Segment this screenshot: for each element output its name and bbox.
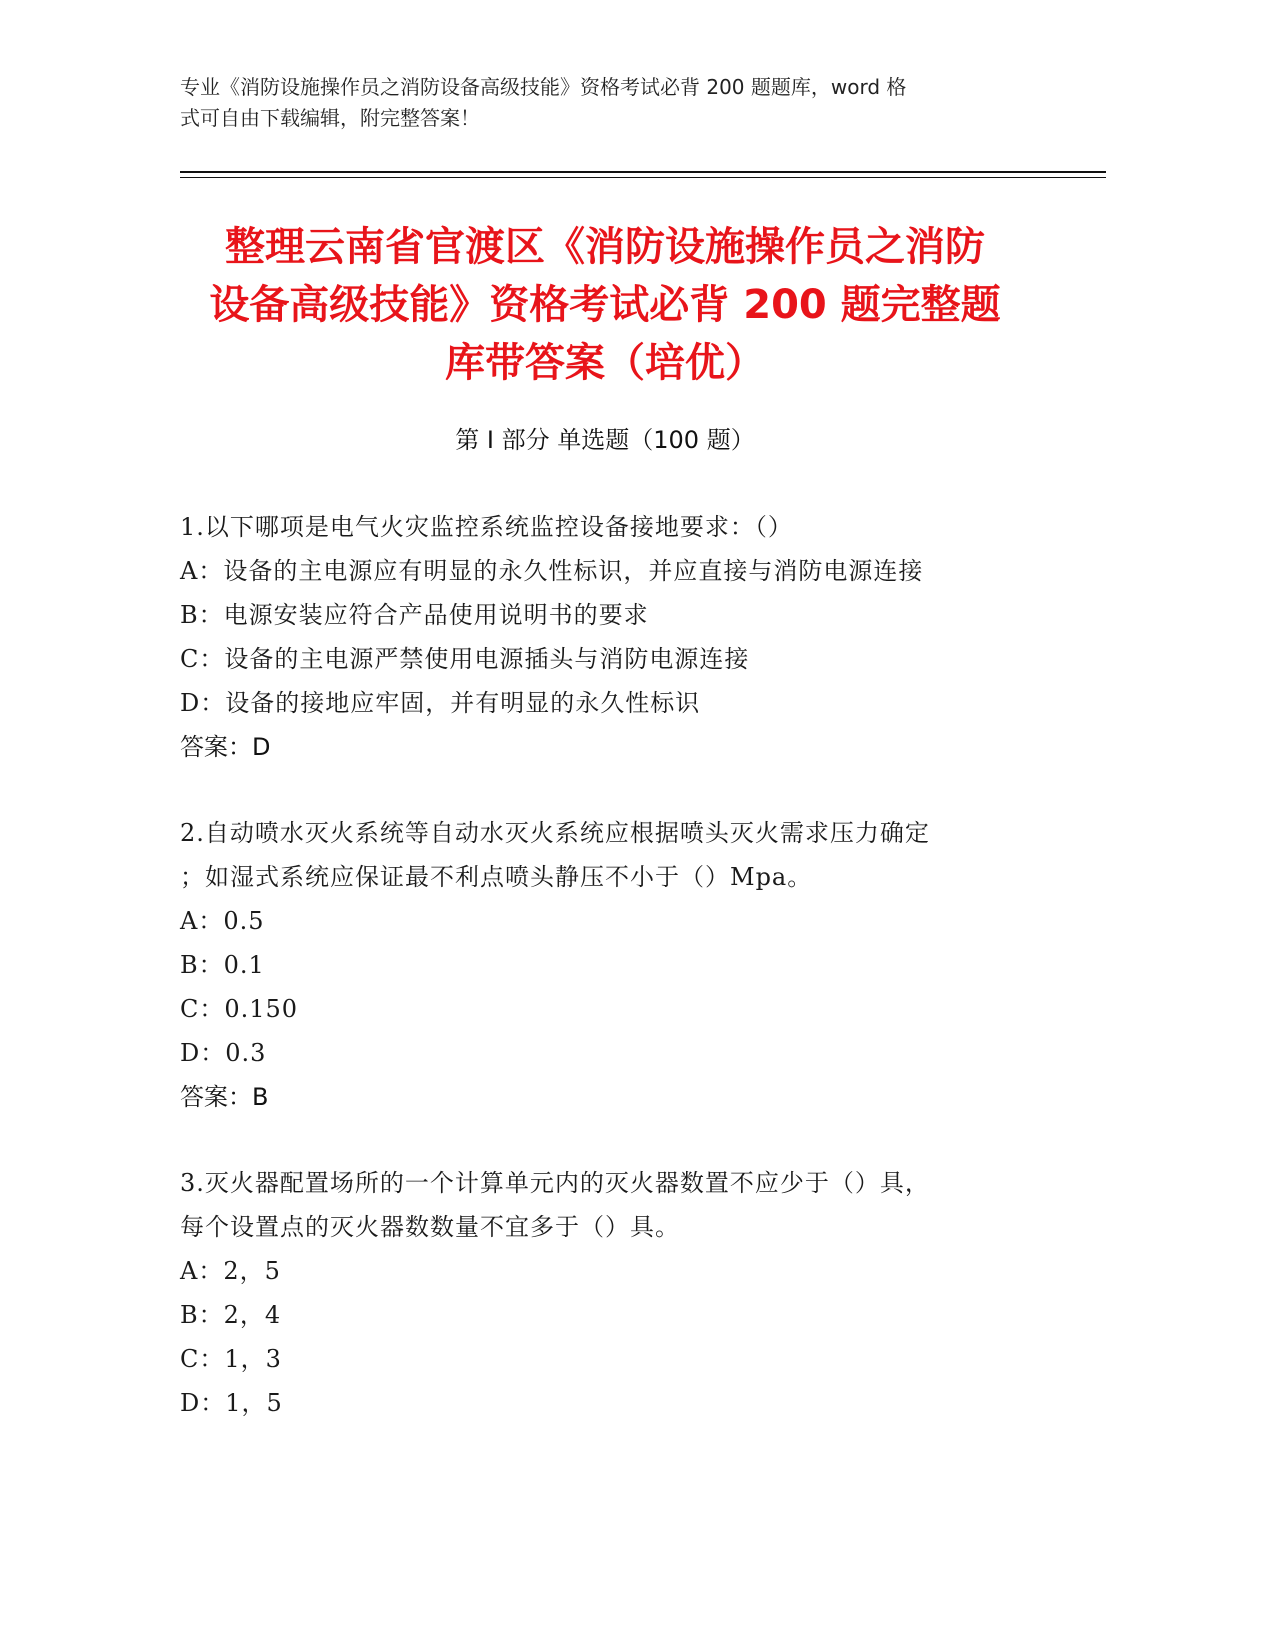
option-d: D：0.3 xyxy=(180,1039,267,1067)
question-item xyxy=(180,1161,1020,1425)
option-b: B：电源安装应符合产品使用说明书的要求 xyxy=(180,601,649,629)
option-a: A：0.5 xyxy=(180,907,265,935)
header-note xyxy=(180,72,1040,134)
header-note-line-1: 专业《消防设施操作员之消防设备高级技能》资格考试必背 200 题题库，word 格 xyxy=(180,75,907,99)
question-list xyxy=(180,505,1020,1467)
option-c: C：1，3 xyxy=(180,1345,282,1373)
document-title-line-2: 设备高级技能》资格考试必背 200 题完整题 xyxy=(209,282,1001,328)
question-stem-continued: 每个设置点的灭火器数数量不宜多于（）具。 xyxy=(180,1213,680,1241)
option-d: D：设备的接地应牢固，并有明显的永久性标识 xyxy=(180,689,701,717)
option-d: D：1，5 xyxy=(180,1389,283,1417)
header-note-line-2: 式可自由下载编辑，附完整答案！ xyxy=(180,106,480,130)
document-title-line-1: 整理云南省官渡区《消防设施操作员之消防 xyxy=(225,224,985,270)
answer-label: 答案：D xyxy=(180,733,271,761)
question-stem: 2.自动喷水灭火系统等自动水灭火系统应根据喷头灭火需求压力确定 xyxy=(180,819,930,847)
question-stem: 3.灭火器配置场所的一个计算单元内的灭火器数置不应少于（）具， xyxy=(180,1169,930,1197)
header-divider-thin xyxy=(180,177,1106,178)
document-title-line-3: 库带答案（培优） xyxy=(445,340,765,386)
question-item xyxy=(180,505,1020,769)
header-divider-thick xyxy=(180,171,1106,173)
option-b: B：2，4 xyxy=(180,1301,282,1329)
document-title xyxy=(170,218,1040,392)
option-c: C：0.150 xyxy=(180,995,299,1023)
question-item xyxy=(180,811,1020,1119)
option-a: A：2，5 xyxy=(180,1257,281,1285)
section-title: 第 I 部分 单选题（100 题） xyxy=(455,426,755,454)
option-a: A：设备的主电源应有明显的永久性标识，并应直接与消防电源连接 xyxy=(180,557,924,585)
answer-label: 答案：B xyxy=(180,1083,269,1111)
option-b: B：0.1 xyxy=(180,951,265,979)
question-stem-continued: ；如湿式系统应保证最不利点喷头静压不小于（）Mpa。 xyxy=(180,863,813,891)
option-c: C：设备的主电源严禁使用电源插头与消防电源连接 xyxy=(180,645,750,673)
question-stem: 1.以下哪项是电气火灾监控系统监控设备接地要求：（） xyxy=(180,513,793,541)
